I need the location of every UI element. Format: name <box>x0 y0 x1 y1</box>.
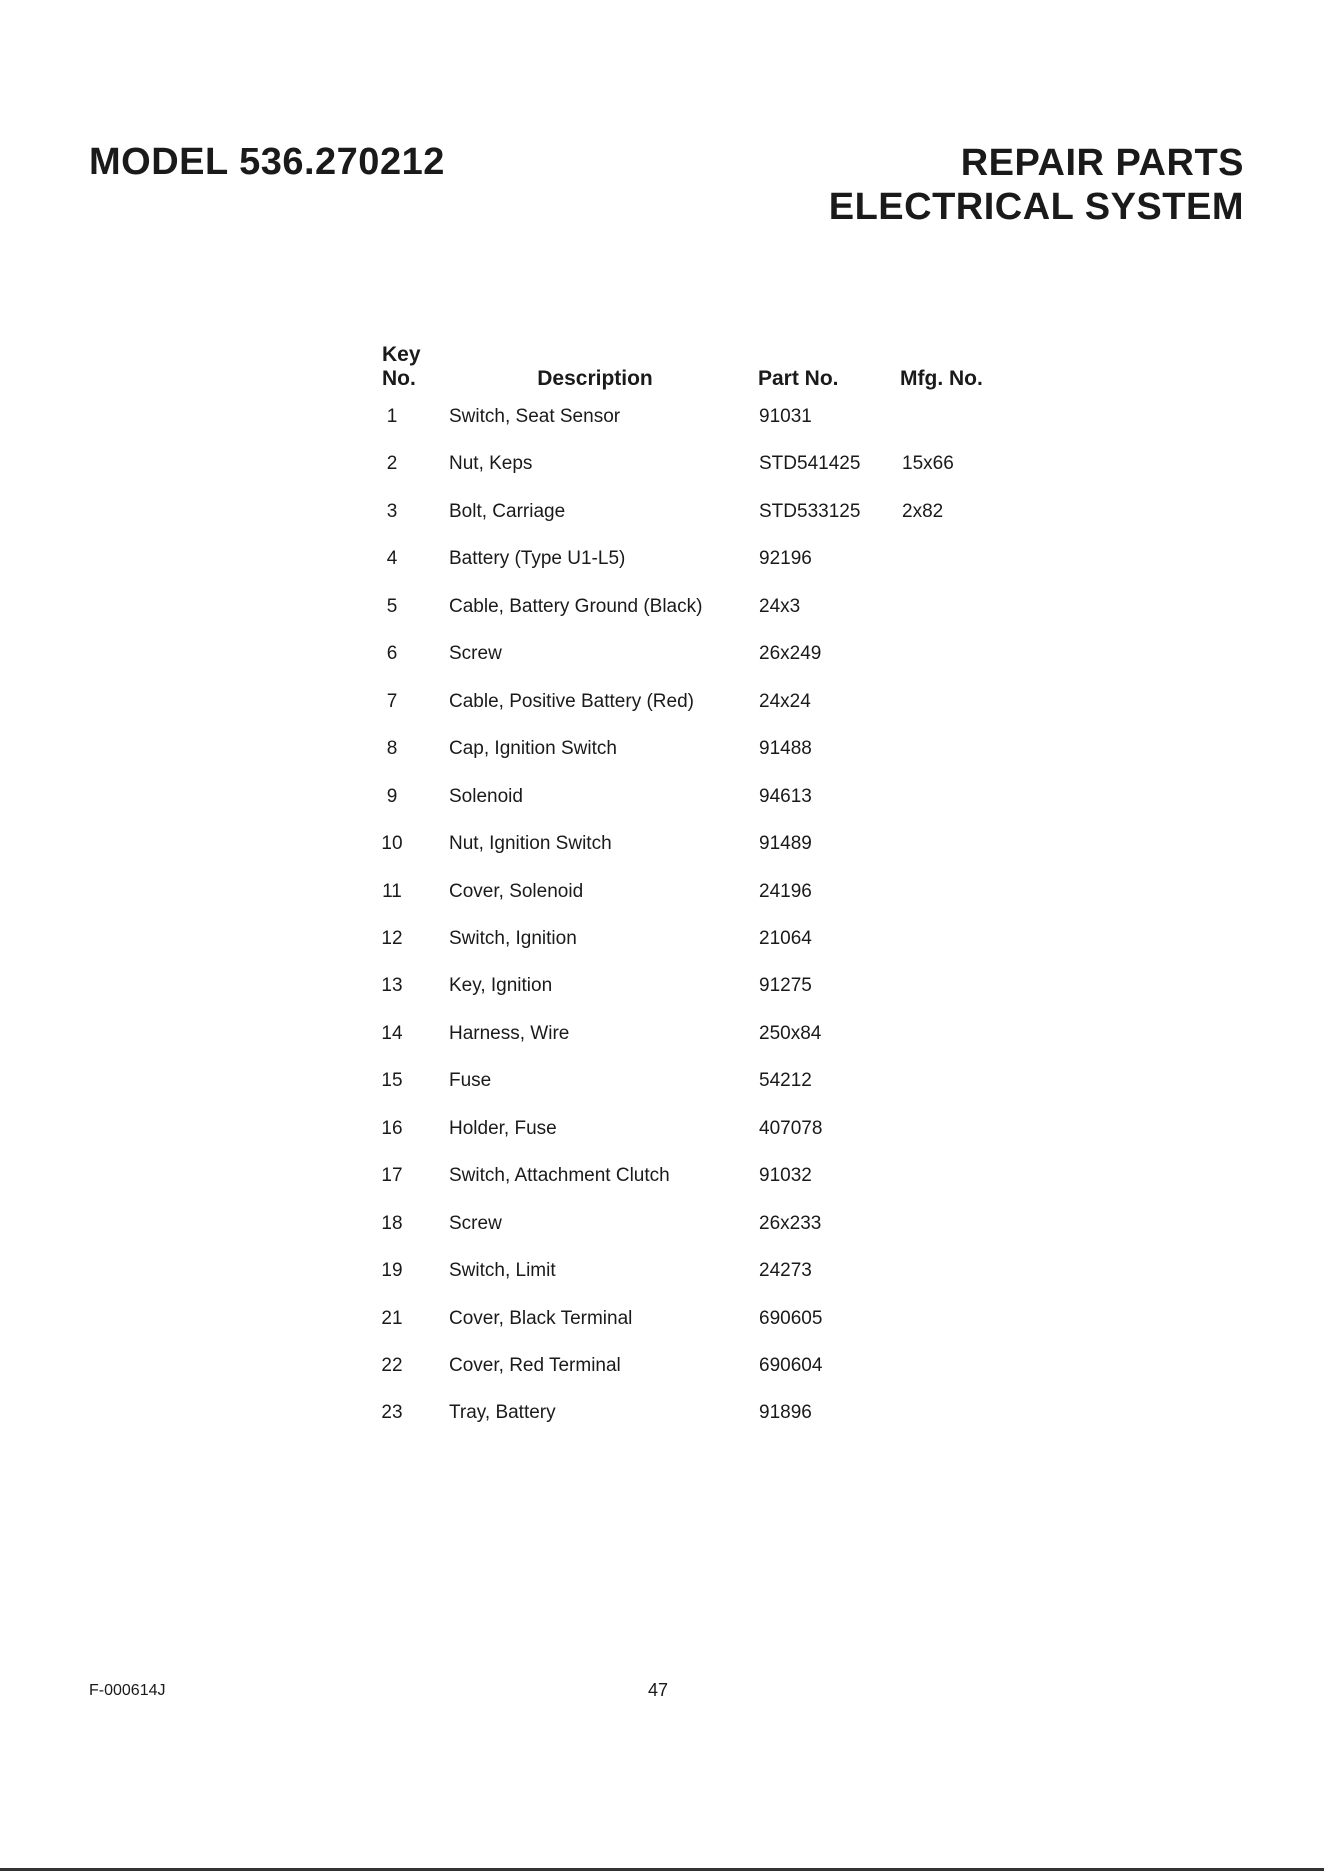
parts-row <box>0 1114 1324 1144</box>
parts-row <box>0 1066 1324 1096</box>
key-no-cell: 13 <box>381 975 403 997</box>
description-cell: Cable, Positive Battery (Red) <box>449 690 694 712</box>
part-no-cell: 690604 <box>759 1355 823 1376</box>
mfg-no-cell: 15x66 <box>902 453 954 475</box>
description-cell: Switch, Ignition <box>449 927 577 949</box>
part-no-cell: 91489 <box>759 833 812 855</box>
key-no-cell: 15 <box>381 1070 403 1092</box>
parts-row <box>0 1019 1324 1049</box>
part-no-cell: 91896 <box>759 1402 812 1424</box>
description-cell: Switch, Seat Sensor <box>449 406 621 427</box>
key-no-cell: 2 <box>386 453 398 475</box>
part-no-cell: 91275 <box>759 975 812 997</box>
parts-row <box>0 402 1324 432</box>
description-cell: Harness, Wire <box>449 1022 570 1044</box>
part-no-cell: 54212 <box>759 1070 812 1092</box>
parts-row <box>0 639 1324 669</box>
description-cell: Nut, Keps <box>449 453 533 475</box>
parts-row <box>0 829 1324 859</box>
description-cell: Cable, Battery Ground (Black) <box>449 595 703 617</box>
part-no-cell: 91031 <box>759 406 812 427</box>
part-no-cell: 24x24 <box>759 690 811 712</box>
part-no-cell: 94613 <box>759 785 812 807</box>
key-no-cell: 16 <box>381 1117 403 1139</box>
parts-row <box>0 449 1324 479</box>
description-cell: Fuse <box>449 1070 492 1092</box>
key-no-cell: 17 <box>381 1165 403 1187</box>
description-cell: Cover, Black Terminal <box>449 1307 633 1329</box>
key-no-cell: 22 <box>381 1355 403 1376</box>
part-no-cell: 407078 <box>759 1117 823 1139</box>
parts-row <box>0 1398 1324 1428</box>
key-header-line-2: No. <box>382 367 416 390</box>
parts-row <box>0 971 1324 1001</box>
mfg-no-header: Mfg. No. <box>900 367 983 390</box>
section-title-line-2: ELECTRICAL SYSTEM <box>828 186 1244 228</box>
part-no-cell: 24x3 <box>759 595 801 617</box>
part-no-cell: 91488 <box>759 738 812 760</box>
key-no-cell: 23 <box>381 1402 403 1424</box>
key-no-cell: 8 <box>386 738 398 760</box>
key-no-cell: 21 <box>381 1307 403 1329</box>
parts-row <box>0 687 1324 717</box>
description-cell: Screw <box>449 1212 502 1234</box>
parts-row <box>0 877 1324 907</box>
description-cell: Switch, Limit <box>449 1260 556 1282</box>
description-cell: Solenoid <box>449 785 523 807</box>
section-title-line-1: REPAIR PARTS <box>960 142 1244 184</box>
description-cell: Switch, Attachment Clutch <box>449 1165 670 1187</box>
description-cell: Battery (Type U1-L5) <box>449 548 626 570</box>
part-no-cell: 24273 <box>759 1260 812 1282</box>
parts-row <box>0 1304 1324 1334</box>
description-cell: Key, Ignition <box>449 975 553 997</box>
parts-row <box>0 497 1324 527</box>
description-header: Description <box>537 367 653 390</box>
key-no-cell: 7 <box>386 690 398 712</box>
description-cell: Cover, Solenoid <box>449 880 584 902</box>
description-cell: Nut, Ignition Switch <box>449 833 612 855</box>
description-cell: Bolt, Carriage <box>449 500 566 522</box>
key-no-cell: 10 <box>381 833 403 855</box>
key-no-cell: 18 <box>381 1212 403 1234</box>
part-no-cell: 21064 <box>759 927 812 949</box>
model-title: MODEL 536.270212 <box>89 141 445 183</box>
parts-row <box>0 1209 1324 1239</box>
key-no-cell: 1 <box>386 406 398 427</box>
part-no-cell: 26x233 <box>759 1212 822 1234</box>
parts-row <box>0 782 1324 812</box>
key-header-line-1: Key <box>382 343 421 366</box>
description-cell: Cover, Red Terminal <box>449 1355 621 1376</box>
part-no-cell: 250x84 <box>759 1022 822 1044</box>
parts-row <box>0 1256 1324 1286</box>
key-no-cell: 6 <box>386 643 398 665</box>
parts-row <box>0 544 1324 574</box>
parts-row <box>0 1351 1324 1381</box>
description-cell: Screw <box>449 643 502 665</box>
parts-row <box>0 1161 1324 1191</box>
page-number: 47 <box>648 1680 669 1700</box>
part-no-cell: 690605 <box>759 1307 823 1329</box>
parts-row <box>0 734 1324 764</box>
part-no-cell: 24196 <box>759 880 812 902</box>
key-no-cell: 5 <box>386 595 398 617</box>
key-no-cell: 4 <box>386 548 398 570</box>
part-no-cell: 26x249 <box>759 643 822 665</box>
mfg-no-cell: 2x82 <box>902 500 944 522</box>
footer-code: F-000614J <box>89 1682 166 1699</box>
part-no-cell: STD533125 <box>759 500 861 522</box>
description-cell: Holder, Fuse <box>449 1117 557 1139</box>
part-no-cell: STD541425 <box>759 453 861 475</box>
key-no-cell: 19 <box>381 1260 403 1282</box>
bottom-rule <box>0 1868 1324 1871</box>
key-no-cell: 14 <box>381 1022 403 1044</box>
part-no-cell: 91032 <box>759 1165 812 1187</box>
description-cell: Cap, Ignition Switch <box>449 738 617 760</box>
parts-row <box>0 924 1324 954</box>
key-no-cell: 12 <box>381 927 403 949</box>
key-no-cell: 3 <box>386 500 398 522</box>
key-no-cell: 11 <box>382 880 402 902</box>
parts-row <box>0 592 1324 622</box>
key-no-cell: 9 <box>386 785 398 807</box>
description-cell: Tray, Battery <box>449 1402 556 1424</box>
part-no-header: Part No. <box>758 367 839 390</box>
part-no-cell: 92196 <box>759 548 812 570</box>
